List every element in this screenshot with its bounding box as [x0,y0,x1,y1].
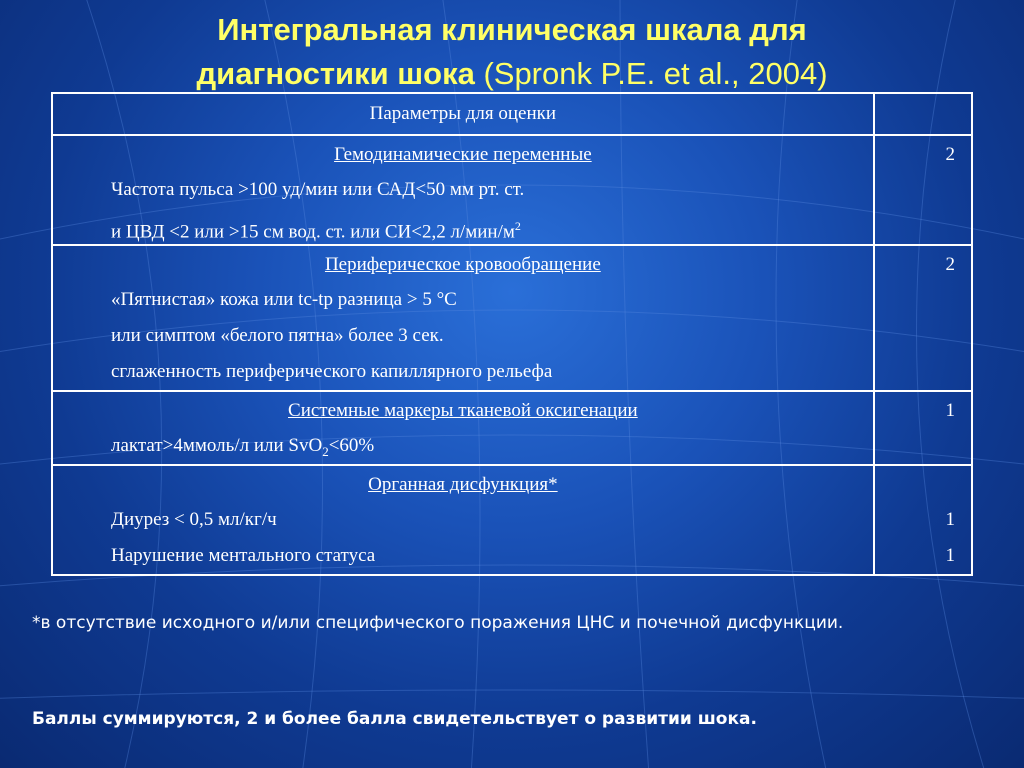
subscript: 2 [322,443,329,459]
section-title: Органная дисфункция* [368,474,558,495]
shock-scale-table [51,92,973,576]
table-row [52,245,972,391]
criterion-line [53,208,873,244]
score-value: 1 [945,400,955,421]
superscript: 2 [514,219,521,233]
score-value: 1 [945,509,955,530]
criterion-line: Диурез < 0,5 мл/кг/ч [111,509,277,530]
table-row [52,135,972,245]
score-value: 2 [945,254,955,275]
header-cell-score [874,93,972,135]
section-title: Периферическое кровообращение [324,254,601,275]
title-line-2-bold: диагностики шока [196,56,475,91]
score-value: 1 [945,545,955,566]
section-organ-dysfunction [52,465,874,575]
score-cell [874,135,972,245]
score-cell [874,465,972,575]
header-cell-parameters [52,93,874,135]
slide-title [0,8,1024,96]
criterion-line: или симптом «белого пятна» более 3 сек. [111,325,444,346]
score-cell [874,245,972,391]
table-header-row [52,93,972,135]
section-title: Гемодинамические переменные [334,144,592,165]
conclusion-text: Баллы суммируются, 2 и более балла свидетельствует о развитии шока. [32,709,757,729]
criterion-line [53,428,873,464]
score-spacer [875,468,971,502]
criterion-text: и ЦВД <2 или >15 см вод. ст. или СИ<2,2 л/мин/м [111,221,515,243]
criterion-line: Частота пульса >100 уд/мин или САД<50 мм рт. ст. [111,179,525,200]
table-row [52,465,972,575]
score-value: 2 [945,144,955,165]
title-line-2 [0,52,1024,96]
section-peripheral-circulation [52,245,874,391]
section-tissue-oxygenation [52,391,874,465]
criterion-line: сглаженность периферического капиллярного рельефа [111,361,553,382]
header-label: Параметры для оценки [369,103,557,124]
score-cell [874,391,972,465]
criterion-text: <60% [328,435,375,456]
title-line-1: Интегральная клиническая шкала для [217,12,807,47]
section-hemodynamics [52,135,874,245]
criterion-line: Нарушение ментального статуса [111,545,376,566]
criterion-line: «Пятнистая» кожа или tc-tp разница > 5 °C [111,289,457,310]
section-title: Системные маркеры тканевой оксигенации [288,400,638,421]
table-row [52,391,972,465]
title-citation: (Spronk P.E. et al., 2004) [474,56,828,91]
footnote: *в отсутствие исходного и/или специфического поражения ЦНС и почечной дисфункции. [32,613,844,633]
criterion-text: лактат>4ммоль/л или SvO [111,435,323,456]
